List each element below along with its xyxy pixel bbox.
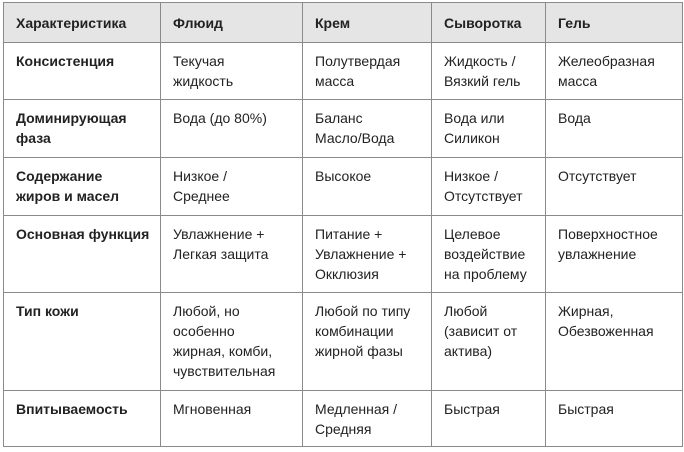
table-cell: Питание + Увлажнение + Окклюзия [303,216,432,293]
table-cell: Вода [546,100,683,158]
table-header-row [4,3,683,43]
table-row [4,100,683,158]
table-row [4,216,683,293]
header-fluid: Флюид [161,3,303,43]
row-label: Консистенция [4,43,161,100]
table-row [4,293,683,391]
table-cell: Увлажнение + Легкая защита [161,216,303,293]
row-label: Тип кожи [4,293,161,391]
row-label: Содержание жиров и масел [4,158,161,216]
table-cell: Поверхностное увлажнение [546,216,683,293]
table-cell: Любой по типу комбинации жирной фазы [303,293,432,391]
table-cell: Отсутствует [546,158,683,216]
table-row [4,391,683,447]
header-characteristic: Характеристика [4,3,161,43]
table-cell: Быстрая [546,391,683,447]
table-cell: Полутвердая масса [303,43,432,100]
table-cell: Любой (зависит от актива) [432,293,546,391]
table-cell: Любой, но особенно жирная, комби, чувствительная [161,293,303,391]
row-label: Доминирующая фаза [4,100,161,158]
table-cell: Текучая жидкость [161,43,303,100]
table-row [4,43,683,100]
table-cell: Желеобразная масса [546,43,683,100]
table-row [4,158,683,216]
header-gel: Гель [546,3,683,43]
header-serum: Сыворотка [432,3,546,43]
table-cell: Вода или Силикон [432,100,546,158]
table-cell: Жидкость / Вязкий гель [432,43,546,100]
comparison-table [3,2,683,447]
table-cell: Целевое воздействие на проблему [432,216,546,293]
header-cream: Крем [303,3,432,43]
table-cell: Вода (до 80%) [161,100,303,158]
row-label: Основная функция [4,216,161,293]
table-cell: Мгновенная [161,391,303,447]
table-cell: Быстрая [432,391,546,447]
table-cell: Жирная, Обезвоженная [546,293,683,391]
table-cell: Низкое / Среднее [161,158,303,216]
table-cell: Баланс Масло/Вода [303,100,432,158]
table-cell: Низкое / Отсутствует [432,158,546,216]
row-label: Впитываемость [4,391,161,447]
table-cell: Медленная / Средняя [303,391,432,447]
table-cell: Высокое [303,158,432,216]
